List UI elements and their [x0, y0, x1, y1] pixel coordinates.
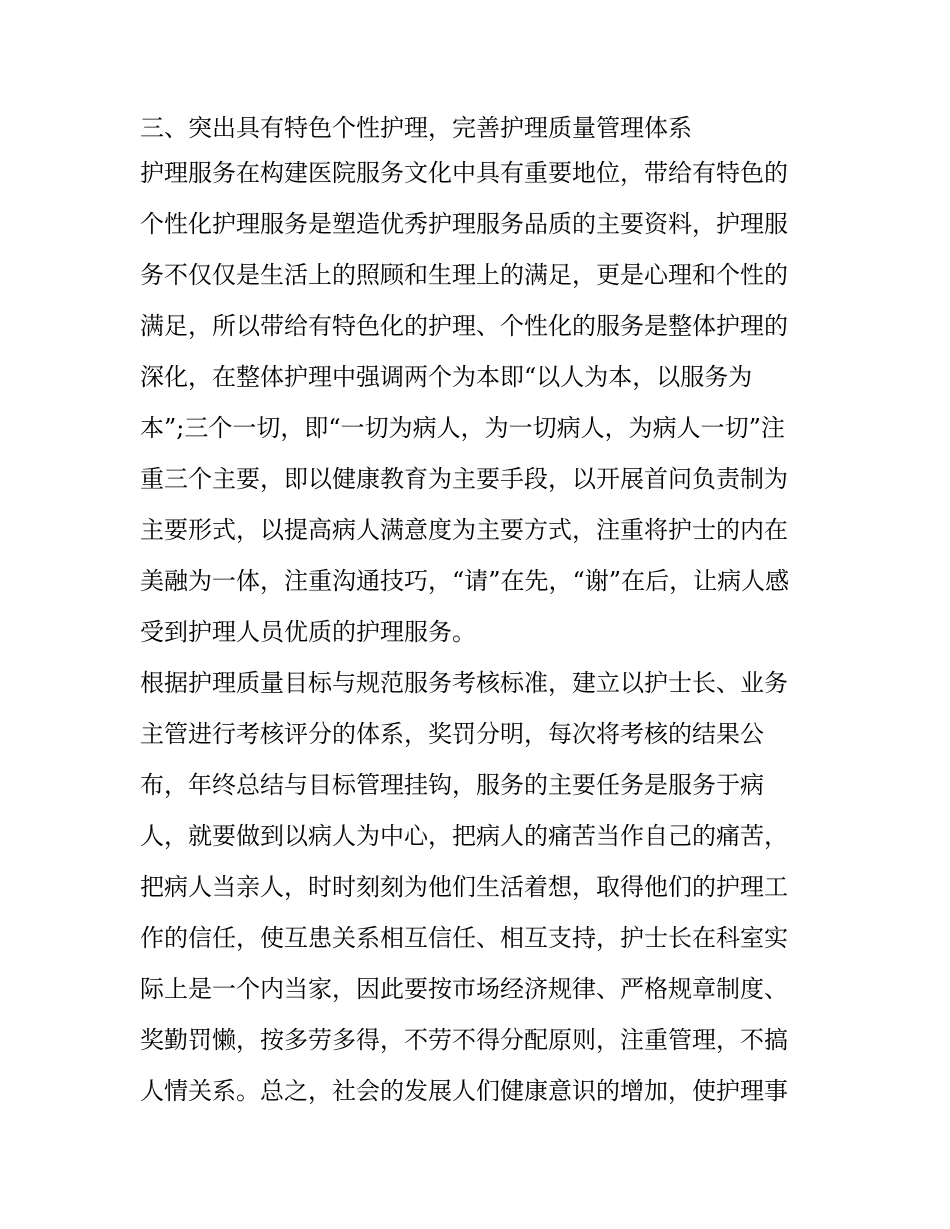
text-line: 际上是一个内当家，因此要按市场经济规律、严格规章制度、: [140, 975, 788, 1003]
text-line: 务不仅仅是生活上的照顾和生理上的满足，更是心理和个性的: [140, 261, 788, 289]
paragraph-2: [140, 658, 820, 1117]
document-body: [140, 108, 820, 1117]
section-heading: 三、突出具有特色个性护理，完善护理质量管理体系: [140, 114, 692, 142]
text-line: 奖勤罚懒，按多劳多得，不劳不得分配原则，注重管理，不搞: [140, 1026, 788, 1054]
text-line: 满足，所以带给有特色化的护理、个性化的服务是整体护理的: [140, 312, 788, 340]
text-line: 个性化护理服务是塑造优秀护理服务品质的主要资料，护理服: [140, 210, 788, 238]
text-line: 主管进行考核评分的体系，奖罚分明，每次将考核的结果公: [140, 720, 764, 748]
text-line: 美融为一体，注重沟通技巧，“请”在先，“谢”在后，让病人感: [140, 567, 790, 595]
text-line: 布，年终总结与目标管理挂钩，服务的主要任务是服务于病: [140, 771, 764, 799]
text-line: 根据护理质量目标与规范服务考核标准，建立以护士长、业务: [140, 669, 788, 697]
text-line: 本”;三个一切，即“一切为病人，为一切病人，为病人一切”注: [140, 414, 785, 442]
text-line: 主要形式，以提高病人满意度为主要方式，注重将护士的内在: [140, 516, 788, 544]
text-line: 把病人当亲人，时时刻刻为他们生活着想，取得他们的护理工: [140, 873, 788, 901]
text-line: 作的信任，使互患关系相互信任、相互支持，护士长在科室实: [140, 924, 788, 952]
paragraph-1: [140, 148, 820, 658]
text-line: 深化，在整体护理中强调两个为本即“以人为本，以服务为: [140, 363, 753, 391]
text-line: 重三个主要，即以健康教育为主要手段，以开展首问负责制为: [140, 465, 788, 493]
text-line: 人情关系。总之，社会的发展人们健康意识的增加，使护理事: [140, 1077, 788, 1105]
text-line: 人，就要做到以病人为中心，把病人的痛苦当作自己的痛苦，: [140, 822, 788, 850]
text-line: 护理服务在构建医院服务文化中具有重要地位，带给有特色的: [140, 159, 788, 187]
text-line: 受到护理人员优质的护理服务。: [140, 618, 476, 646]
